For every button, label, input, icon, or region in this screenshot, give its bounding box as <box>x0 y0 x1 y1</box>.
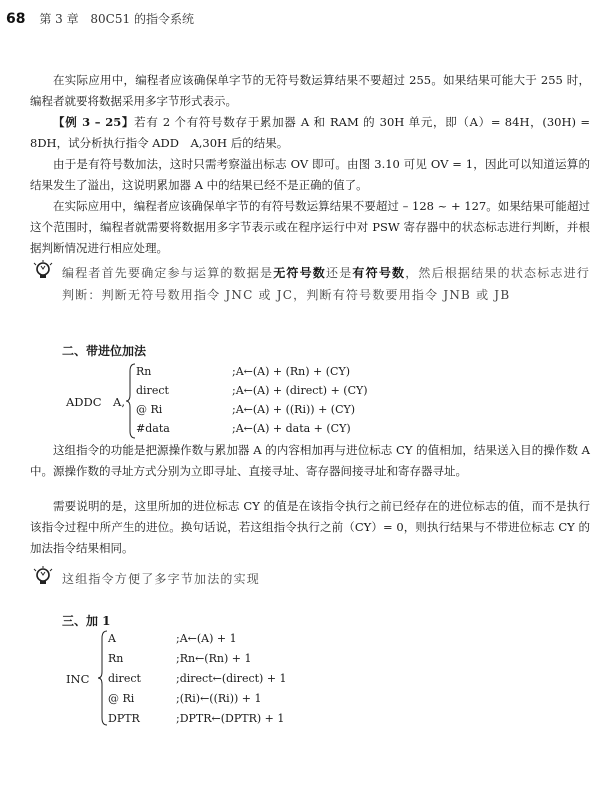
inc-operand: Rn <box>108 652 124 665</box>
inc-operand: @ Ri <box>108 692 135 705</box>
tip-keyword-signed: 有符号数 <box>352 266 406 280</box>
paragraph-signed-range: 在实际应用中，编程者应该确保单字节的有符号数运算结果不要超过 – 128 ~ + 127。如果结果可能超过这个范围时，编程者就需要将数据用多字节表示或在程序运行中对 PSW 寄存器中的状态标志进行判断，并根据判断情况进行相应处理。 <box>30 199 590 255</box>
paragraph-overflow: 由于是有符号数加法，这时只需考察溢出标志 OV 即可。由图 3.10 可见 OV = 1，因此可以知道运算的结果发生了溢出，这说明累加器 A 中的结果已经不是正确的值了。 <box>30 157 590 192</box>
paragraph-cy-note: 需要说明的是，这里所加的进位标志 CY 的值是在该指令执行之前已经存在的进位标志的值，而不是执行该指令过程中所产生的进位。换句话说，若这组指令执行之前（CY）= 0，则执行结果与不带进位标志 CY 的加法指令结果相同。 <box>30 499 590 555</box>
addc-mnemonic: ADDC A, <box>66 395 126 409</box>
inc-operand: DPTR <box>108 712 140 725</box>
tip-text: ，然后根据结果的状态标志进行判断：判断无符号数用指令 JNC 或 JC，判断有符号数要用指令 JNB 或 JB <box>62 266 591 302</box>
inc-operand: direct <box>108 672 141 685</box>
section-heading-inc: 三、加 1 <box>62 614 111 628</box>
example-3-25 <box>30 112 590 154</box>
tip-sign-check <box>62 262 592 306</box>
addc-effect: ;A←(A) + (Rn) + (CY) <box>232 365 351 378</box>
inc-brace <box>98 630 108 726</box>
section-heading-addc: 二、带进位加法 <box>62 344 147 358</box>
addc-operand: direct <box>136 384 169 397</box>
inc-effect: ;direct←(direct) + 1 <box>176 672 287 685</box>
addc-operand: Rn <box>136 365 152 378</box>
addc-effect: ;A←(A) + ((Ri)) + (CY) <box>232 403 356 416</box>
chapter-title: 80C51 的指令系统 <box>90 12 194 26</box>
chapter-label: 第 3 章 <box>39 12 79 26</box>
page-header <box>6 10 194 27</box>
inc-operand: A <box>108 632 116 645</box>
inc-effect: ;DPTR←(DPTR) + 1 <box>176 712 285 725</box>
lightbulb-icon <box>32 260 54 282</box>
paragraph-unsigned-range: 在实际应用中，编程者应该确保单字节的无符号数运算结果不要超过 255。如果结果可能大于 255 时，编程者就要将数据采用多字节形式表示。 <box>30 73 590 108</box>
page-number: 68 <box>6 11 26 27</box>
addc-effect: ;A←(A) + data + (CY) <box>232 422 351 435</box>
tip-keyword-unsigned: 无符号数 <box>273 266 327 280</box>
tip-text: 编程者首先要确定参与运算的数据是 <box>62 266 274 280</box>
tip-multibyte: 这组指令方便了多字节加法的实现 <box>62 572 261 586</box>
tip-text: 还是 <box>326 266 353 280</box>
example-label: 【例 3 – 25】 <box>53 115 135 129</box>
addc-operand: #data <box>136 422 170 435</box>
addc-effect: ;A←(A) + (direct) + (CY) <box>232 384 368 397</box>
inc-effect: ;A←(A) + 1 <box>176 632 237 645</box>
inc-mnemonic: INC <box>66 672 90 686</box>
addc-operand: @ Ri <box>136 403 163 416</box>
inc-effect: ;Rn←(Rn) + 1 <box>176 652 252 665</box>
paragraph-addc-function: 这组指令的功能是把源操作数与累加器 A 的内容相加再与进位标志 CY 的值相加，结果送入目的操作数 A 中。源操作数的寻址方式分别为立即寻址、直接寻址、寄存器间接寻址和寄存器寻址。 <box>30 443 590 478</box>
example-text: 若有 2 个有符号数存于累加器 A 和 RAM 的 30H 单元，即（A）= 84H，(30H) = 8DH，试分析执行指令 ADD A,30H 后的结果。 <box>30 115 590 150</box>
lightbulb-icon <box>32 566 54 588</box>
inc-effect: ;(Ri)←((Ri)) + 1 <box>176 692 262 705</box>
addc-brace <box>126 363 136 439</box>
